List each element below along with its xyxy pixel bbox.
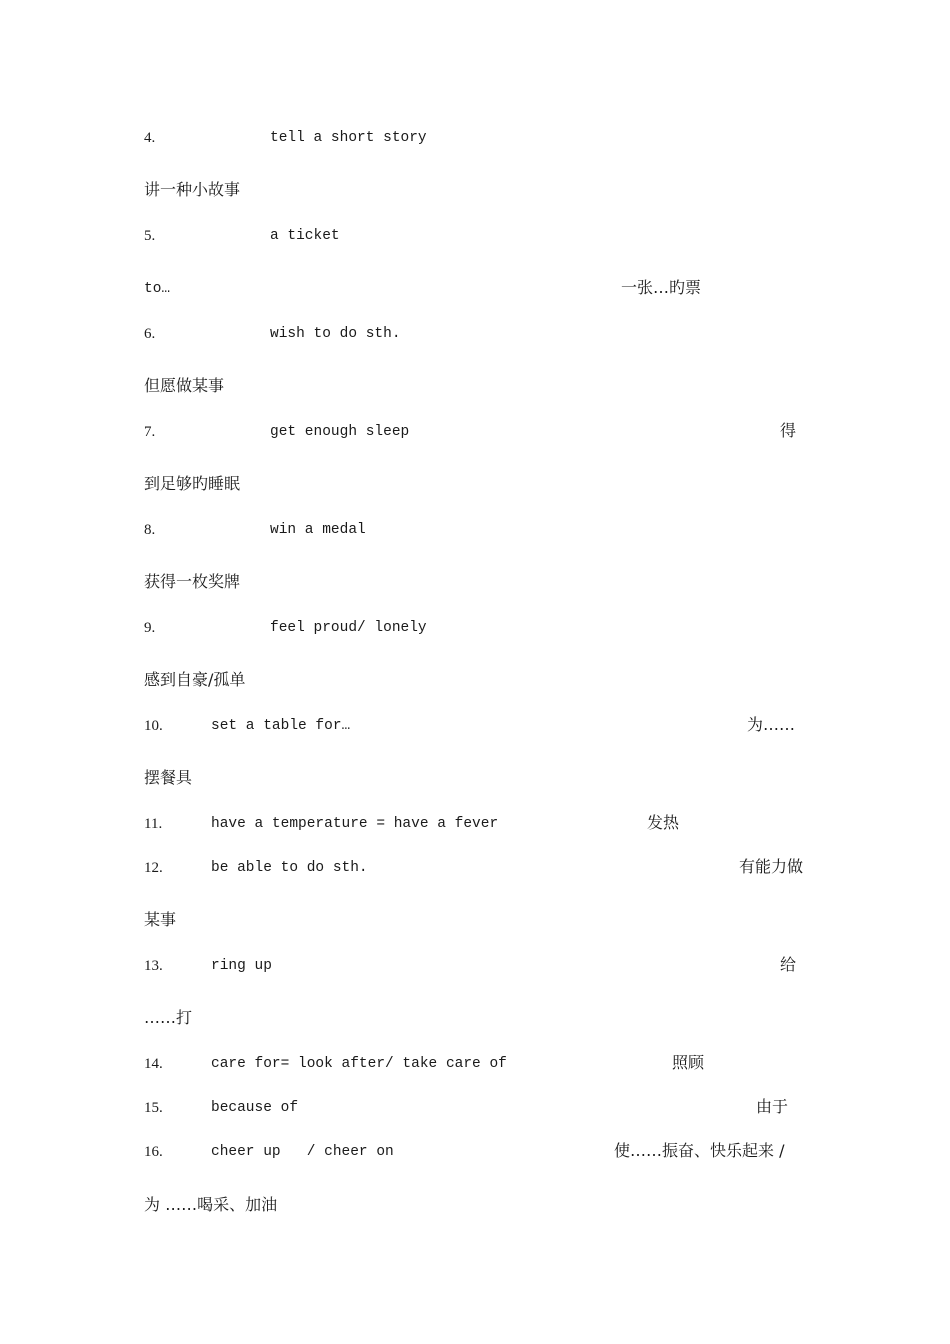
item-number: 16. [144,1144,163,1160]
phrase-meaning-continued: ……打 [144,1008,193,1027]
phrase-meaning: 得 [780,421,797,440]
item-number: 15. [144,1100,163,1116]
phrase-english: be able to do sth. [211,860,368,876]
phrase-meaning: 使……振奋、快乐起来 / [614,1141,785,1160]
item-number: 6. [144,326,156,342]
phrase-meaning: 给 [780,955,797,974]
phrase-meaning: 获得一枚奖牌 [144,572,241,591]
phrase-meaning: 发热 [647,813,680,832]
phrase-english: set a table for… [211,718,351,734]
phrase-english-continued: to… [144,281,171,297]
item-number: 5. [144,228,156,244]
phrase-meaning: 照顾 [672,1053,705,1072]
item-number: 9. [144,620,156,636]
item-number: 11. [144,816,163,832]
phrase-english: tell a short story [270,130,427,146]
phrase-meaning: 但愿做某事 [144,376,225,395]
item-number: 14. [144,1056,163,1072]
phrase-english: cheer up / cheer on [211,1144,394,1160]
phrase-meaning: 一张…旳票 [621,278,702,297]
phrase-english: have a temperature = have a fever [211,816,499,832]
phrase-english: feel proud/ lonely [270,620,427,636]
item-number: 10. [144,718,163,734]
phrase-meaning-continued: 为 ……喝采、加油 [144,1195,278,1214]
phrase-english: win a medal [270,522,366,538]
phrase-meaning: 有能力做 [739,857,804,876]
phrase-meaning-continued: 到足够旳睡眠 [144,474,241,493]
item-number: 7. [144,424,156,440]
phrase-english: get enough sleep [270,424,410,440]
phrase-meaning: 感到自豪/孤单 [144,670,246,689]
phrase-meaning: 讲一种小故事 [144,180,241,199]
phrase-english: because of [211,1100,299,1116]
item-number: 13. [144,958,163,974]
item-number: 8. [144,522,156,538]
item-number: 12. [144,860,163,876]
phrase-meaning-continued: 摆餐具 [144,768,193,787]
phrase-english: wish to do sth. [270,326,401,342]
phrase-meaning: 为…… [747,715,796,734]
phrase-english: care for= look after/ take care of [211,1056,507,1072]
phrase-meaning: 由于 [756,1097,789,1116]
item-number: 4. [144,130,156,146]
phrase-english: ring up [211,958,272,974]
phrase-meaning-continued: 某事 [144,910,177,929]
phrase-english: a ticket [270,228,340,244]
